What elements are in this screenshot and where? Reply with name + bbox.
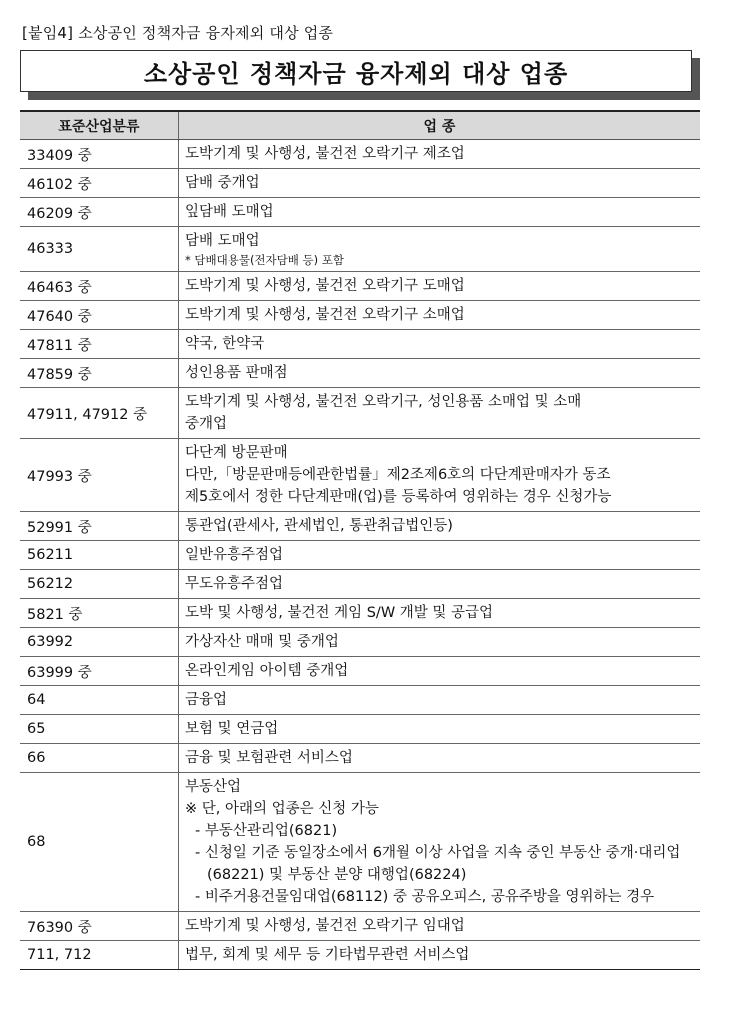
industry-code: 46209 중 xyxy=(20,198,179,227)
table-row xyxy=(20,198,700,227)
description-line: 통관업(관세사, 관세법인, 통관취급법인등) xyxy=(185,518,453,534)
header-industry: 업 종 xyxy=(179,111,701,140)
table-row xyxy=(20,169,700,198)
table-row xyxy=(20,439,700,512)
table-row xyxy=(20,657,700,686)
industry-code: 47993 중 xyxy=(20,439,179,512)
industry-description xyxy=(179,715,701,744)
table-row xyxy=(20,227,700,272)
table-row xyxy=(20,628,700,657)
description-line: 도박기계 및 사행성, 불건전 오락기구, 성인용품 소매업 및 소매 xyxy=(185,394,582,410)
description-line: 보험 및 연금업 xyxy=(185,721,279,737)
description-line: ※ 단, 아래의 업종은 신청 가능 xyxy=(185,801,379,817)
industry-code: 63992 xyxy=(20,628,179,657)
table-row xyxy=(20,359,700,388)
description-line: 다단계 방문판매 xyxy=(185,445,288,461)
industry-description xyxy=(179,773,701,912)
description-line: 도박기계 및 사행성, 불건전 오락기구 제조업 xyxy=(185,146,465,162)
table-row xyxy=(20,541,700,570)
industry-code: 65 xyxy=(20,715,179,744)
description-line: 담배 도매업 xyxy=(185,233,260,249)
industry-code: 68 xyxy=(20,773,179,912)
title-banner xyxy=(20,50,692,92)
industry-code: 47911, 47912 중 xyxy=(20,388,179,439)
table-row xyxy=(20,140,700,169)
table-row xyxy=(20,570,700,599)
industry-code: 52991 중 xyxy=(20,512,179,541)
industry-description xyxy=(179,512,701,541)
industry-code: 47640 중 xyxy=(20,301,179,330)
description-line: 도박기계 및 사행성, 불건전 오락기구 임대업 xyxy=(185,918,465,934)
table-body xyxy=(20,140,700,970)
description-line: 중개업 xyxy=(185,416,228,432)
table-header-row xyxy=(20,111,700,140)
industry-code: 46102 중 xyxy=(20,169,179,198)
description-line: 금융업 xyxy=(185,692,228,708)
industry-code: 711, 712 xyxy=(20,941,179,970)
description-line: 가상자산 매매 및 중개업 xyxy=(185,634,339,650)
exception-item: - 신청일 기준 동일장소에서 6개월 이상 사업을 지속 중인 부동산 중개·대리업(68221) 및 부동산 분양 대행업(68224) xyxy=(195,845,681,883)
industry-description xyxy=(179,301,701,330)
table-row xyxy=(20,686,700,715)
table-row xyxy=(20,599,700,628)
industry-code: 33409 중 xyxy=(20,140,179,169)
description-line: 성인용품 판매점 xyxy=(185,365,288,381)
industry-description xyxy=(179,140,701,169)
description-note: * 담배대용물(전자담배 등) 포함 xyxy=(185,253,344,267)
table-row xyxy=(20,941,700,970)
description-line: 일반유흥주점업 xyxy=(185,547,284,563)
header-code: 표준산업분류 xyxy=(20,111,179,140)
industry-description xyxy=(179,912,701,941)
table-row xyxy=(20,301,700,330)
table-row xyxy=(20,912,700,941)
description-line: 도박기계 및 사행성, 불건전 오락기구 도매업 xyxy=(185,278,465,294)
industry-code: 66 xyxy=(20,744,179,773)
industry-description xyxy=(179,657,701,686)
industry-code: 47859 중 xyxy=(20,359,179,388)
industry-code: 56211 xyxy=(20,541,179,570)
table-row xyxy=(20,715,700,744)
industry-description xyxy=(179,541,701,570)
table-row xyxy=(20,744,700,773)
description-line: 부동산업 xyxy=(185,779,242,795)
industry-code: 56212 xyxy=(20,570,179,599)
industry-code: 63999 중 xyxy=(20,657,179,686)
description-line: 도박 및 사행성, 불건전 게임 S/W 개발 및 공급업 xyxy=(185,605,494,621)
industry-description xyxy=(179,198,701,227)
industry-description xyxy=(179,599,701,628)
excluded-industries-table xyxy=(20,110,700,970)
table-row xyxy=(20,773,700,912)
industry-description xyxy=(179,744,701,773)
description-line: 금융 및 보험관련 서비스업 xyxy=(185,750,353,766)
attachment-label: [붙임4] 소상공인 정책자금 융자제외 대상 업종 xyxy=(22,24,334,42)
industry-description xyxy=(179,227,701,272)
industry-description xyxy=(179,169,701,198)
page-title: 소상공인 정책자금 융자제외 대상 업종 xyxy=(20,50,692,92)
industry-description xyxy=(179,359,701,388)
description-line: 약국, 한약국 xyxy=(185,336,265,352)
description-line: 도박기계 및 사행성, 불건전 오락기구 소매업 xyxy=(185,307,465,323)
description-line: 담배 중개업 xyxy=(185,175,260,191)
industry-code: 46463 중 xyxy=(20,272,179,301)
table-row xyxy=(20,330,700,359)
description-line: 제5호에서 정한 다단계판매(업)를 등록하여 영위하는 경우 신청가능 xyxy=(185,489,612,505)
industry-description xyxy=(179,941,701,970)
table-row xyxy=(20,388,700,439)
industry-description xyxy=(179,388,701,439)
industry-code: 64 xyxy=(20,686,179,715)
industry-code: 47811 중 xyxy=(20,330,179,359)
exception-item: - 부동산관리업(6821) xyxy=(195,823,338,839)
description-line: 잎담배 도매업 xyxy=(185,204,274,220)
description-line: 온라인게임 아이템 중개업 xyxy=(185,663,349,679)
industry-description xyxy=(179,272,701,301)
industry-description xyxy=(179,330,701,359)
industry-description xyxy=(179,439,701,512)
industry-code: 76390 중 xyxy=(20,912,179,941)
table-row xyxy=(20,512,700,541)
description-line: 무도유흥주점업 xyxy=(185,576,284,592)
description-line: 다만,「방문판매등에관한법률」제2조제6호의 다단계판매자가 동조 xyxy=(185,467,611,483)
table-row xyxy=(20,272,700,301)
description-line: 법무, 회계 및 세무 등 기타법무관련 서비스업 xyxy=(185,947,470,963)
industry-description xyxy=(179,628,701,657)
industry-code: 5821 중 xyxy=(20,599,179,628)
industry-description xyxy=(179,686,701,715)
industry-code: 46333 xyxy=(20,227,179,272)
industry-description xyxy=(179,570,701,599)
exception-item: - 비주거용건물임대업(68112) 중 공유오피스, 공유주방을 영위하는 경우 xyxy=(195,889,655,905)
